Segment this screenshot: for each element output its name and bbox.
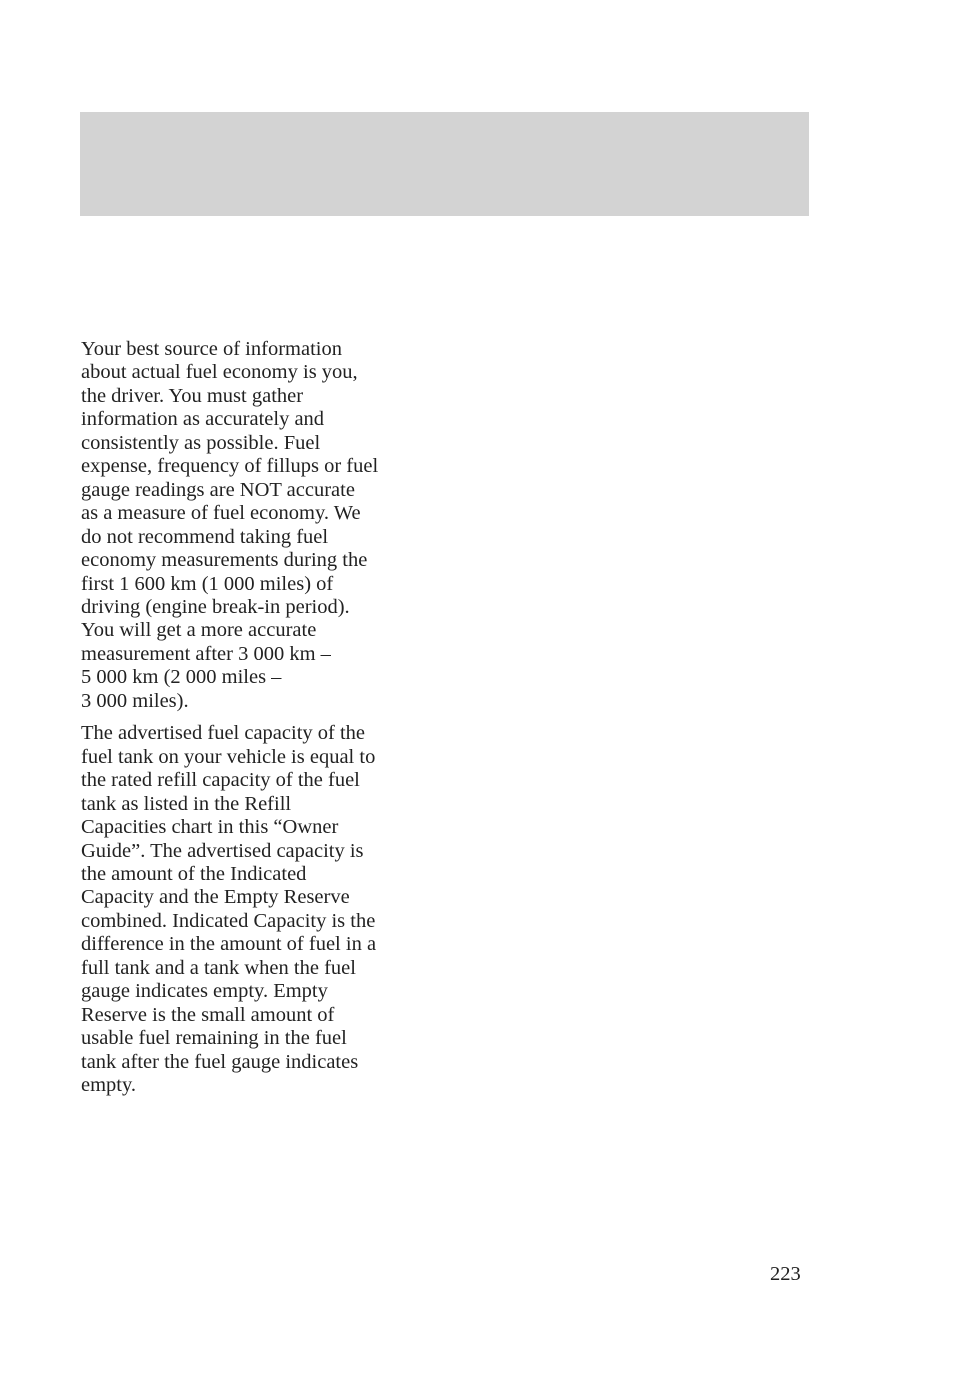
- text-line: the driver. You must gather: [81, 384, 304, 407]
- text-line: 5 000 km (2 000 miles –: [81, 666, 282, 689]
- text-line: combined. Indicated Capacity is the: [81, 909, 376, 932]
- text-line: gauge indicates empty. Empty: [81, 980, 328, 1003]
- text-line: empty.: [81, 1074, 137, 1097]
- text-line: Guide”. The advertised capacity is: [81, 839, 364, 862]
- text-line: Your best source of information: [81, 338, 342, 360]
- text-line: consistently as possible. Fuel: [81, 431, 321, 454]
- text-line: the amount of the Indicated: [81, 862, 307, 885]
- text-line: gauge readings are NOT accurate: [81, 478, 355, 501]
- text-line: usable fuel remaining in the fuel: [81, 1027, 347, 1050]
- text-line: Reserve is the small amount of: [81, 1003, 335, 1026]
- text-line: the rated refill capacity of the fuel: [81, 769, 360, 792]
- paragraph-fuel-tank-capacity: [81, 722, 441, 1097]
- text-line: difference in the amount of fuel in a: [81, 933, 377, 956]
- text-line: tank after the fuel gauge indicates: [81, 1050, 359, 1073]
- page-number: 223: [770, 1263, 801, 1285]
- text-line: driving (engine break-in period).: [81, 595, 350, 618]
- text-line: 3 000 miles).: [81, 689, 189, 712]
- text-line: first 1 600 km (1 000 miles) of: [81, 572, 334, 595]
- text-line: measurement after 3 000 km –: [81, 642, 331, 665]
- text-line: Capacity and the Empty Reserve: [81, 886, 350, 909]
- text-line: information as accurately and: [81, 408, 325, 431]
- body-text: [81, 338, 441, 1107]
- header-band: [80, 112, 809, 216]
- text-line: Capacities chart in this “Owner: [81, 816, 339, 839]
- text-line: full tank and a tank when the fuel: [81, 956, 356, 979]
- paragraph-fuel-economy-source: [81, 338, 441, 713]
- text-line: tank as listed in the Refill: [81, 792, 292, 815]
- text-line: economy measurements during the: [81, 549, 368, 572]
- text-line: expense, frequency of fillups or fuel: [81, 455, 379, 478]
- text-line: The advertised fuel capacity of the: [81, 722, 366, 745]
- text-line: as a measure of fuel economy. We: [81, 502, 361, 525]
- text-line: about actual fuel economy is you,: [81, 361, 358, 384]
- text-line: do not recommend taking fuel: [81, 525, 329, 548]
- text-line: fuel tank on your vehicle is equal to: [81, 745, 376, 768]
- text-line: You will get a more accurate: [81, 619, 317, 642]
